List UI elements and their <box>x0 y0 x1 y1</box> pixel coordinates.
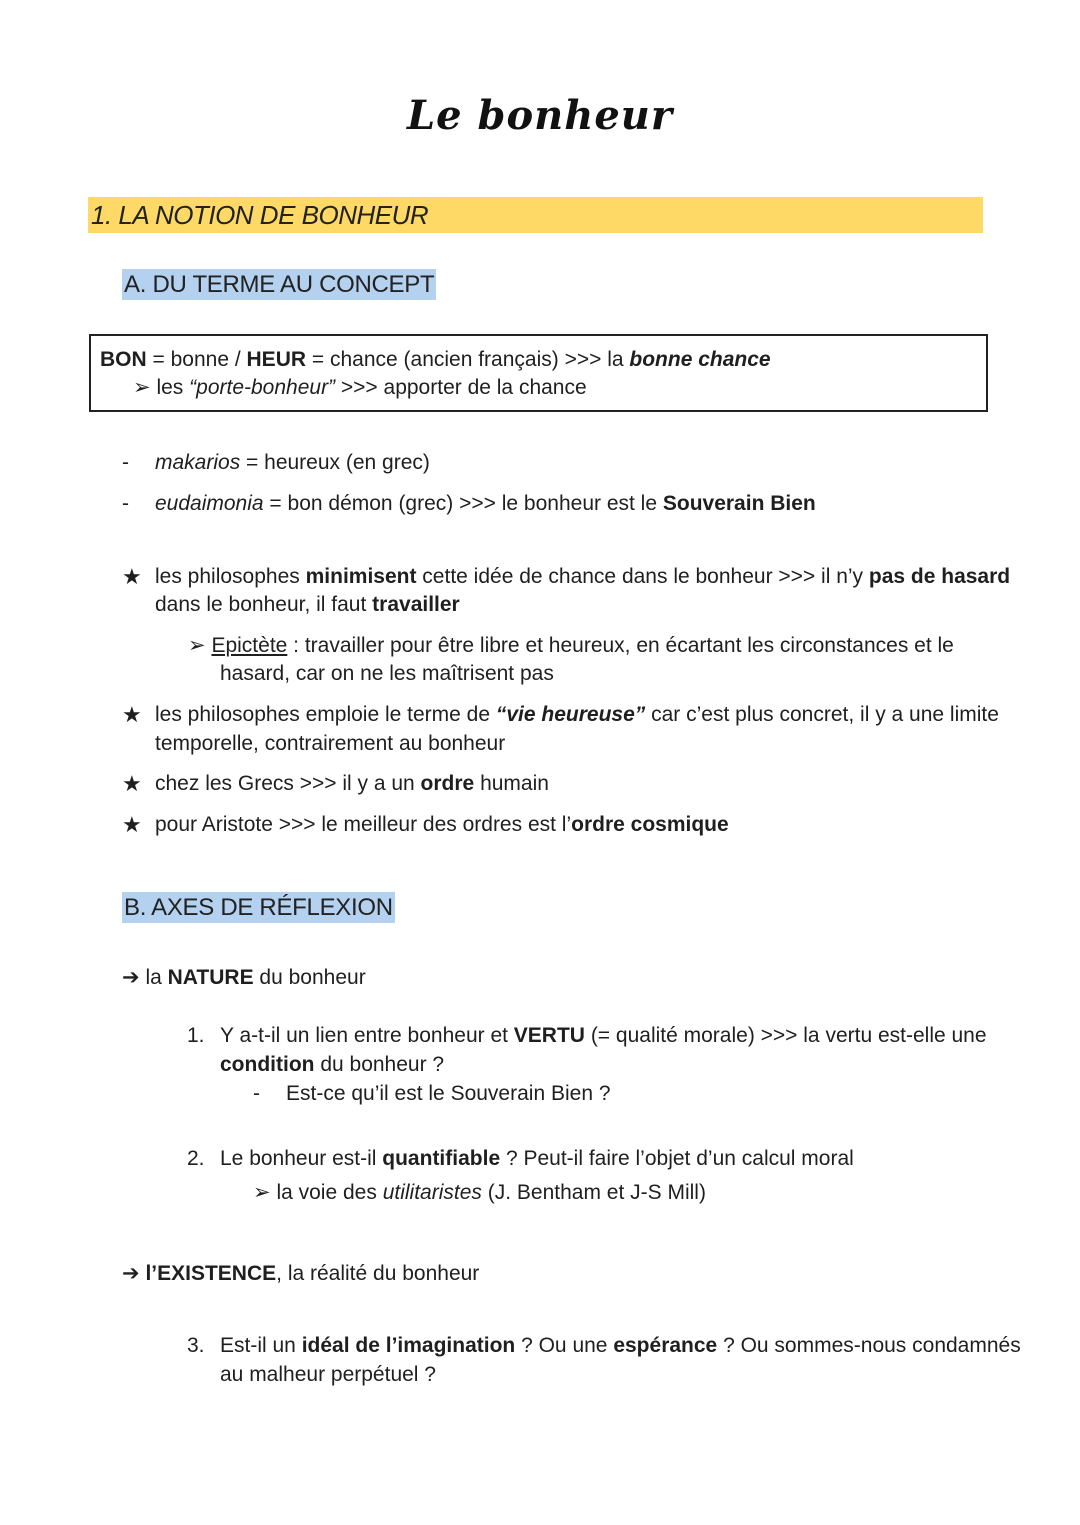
bold-text: pas de hasard <box>868 565 1011 588</box>
epictete-line-2: hasard, car on ne les maîtrisent pas <box>220 662 554 685</box>
arrow-right-icon: ➔ <box>122 966 140 989</box>
etymology-line-1 <box>100 346 771 374</box>
epictete-line-1 <box>188 632 954 660</box>
star-icon: ★ <box>122 564 142 589</box>
bon-term: BON <box>100 348 147 371</box>
text: pour Aristote >>> le meilleur des ordres est l’ <box>155 813 572 836</box>
star-icon: ★ <box>122 812 142 837</box>
text: = bonne / <box>146 348 247 371</box>
star-item-4 <box>155 811 729 839</box>
subheading-b: B. AXES DE RÉFLEXION <box>124 894 393 921</box>
question-2-line-1 <box>220 1145 854 1173</box>
text: les <box>156 376 190 399</box>
star-item-2-line-2: temporelle, contrairement au bonheur <box>155 732 506 755</box>
text: du bonheur <box>253 966 366 989</box>
bold-text: travailler <box>372 593 460 616</box>
star-item-3 <box>155 770 549 798</box>
list-number: 1. <box>187 1024 205 1047</box>
question-3-line-2: au malheur perpétuel ? <box>220 1363 436 1386</box>
text: Le bonheur est-il <box>220 1147 383 1170</box>
list-number: 2. <box>187 1147 205 1170</box>
term: eudaimonia <box>155 492 264 515</box>
text: ? Ou une <box>515 1334 614 1357</box>
text: (J. Bentham et J-S Mill) <box>481 1181 706 1204</box>
bold-text: ordre <box>420 772 475 795</box>
bold-text: espérance <box>613 1334 718 1357</box>
bold-text: quantifiable <box>382 1147 501 1170</box>
bold-text: condition <box>220 1053 315 1076</box>
text: chez les Grecs >>> il y a un <box>155 772 421 795</box>
question-1-line-2 <box>220 1051 444 1079</box>
star-icon: ★ <box>122 771 142 796</box>
list-number: 3. <box>187 1334 205 1357</box>
arrow-icon: ➢ <box>253 1181 271 1204</box>
text: ? Ou sommes-nous condamnés <box>717 1334 1021 1357</box>
page-title: Le bonheur <box>407 92 673 139</box>
arrow-icon: ➢ <box>188 634 206 657</box>
list-item-eudaimonia <box>155 490 816 518</box>
section-heading: 1. LA NOTION DE BONHEUR <box>91 200 429 230</box>
question-3-line-1 <box>220 1332 1021 1360</box>
bold-text: NATURE <box>167 966 254 989</box>
question-1-line-1 <box>220 1022 987 1050</box>
text: ? Peut-il faire l’objet d’un calcul moral <box>500 1147 854 1170</box>
bold-text: minimisent <box>305 565 417 588</box>
nature-line <box>122 964 366 992</box>
star-item-1-line-1 <box>155 563 1010 591</box>
text: = chance (ancien français) >>> la <box>306 348 630 371</box>
bold-text: ordre cosmique <box>571 813 729 836</box>
text: car c’est plus concret, il y a une limite <box>645 703 999 726</box>
text: Y a-t-il un lien entre bonheur et <box>220 1024 514 1047</box>
bold-text: VERTU <box>513 1024 585 1047</box>
porte-bonheur: “porte-bonheur” <box>189 376 336 399</box>
text: la <box>145 966 168 989</box>
heur-term: HEUR <box>246 348 307 371</box>
star-item-2-line-1 <box>155 701 999 729</box>
star-icon: ★ <box>122 702 142 727</box>
star-item-1-line-2 <box>155 591 460 619</box>
subheading-a: A. DU TERME AU CONCEPT <box>124 271 435 298</box>
existence-line <box>122 1260 479 1288</box>
souverain-bien: Souverain Bien <box>662 492 816 515</box>
text: les philosophes <box>155 565 306 588</box>
dash-bullet: - <box>253 1082 260 1105</box>
text: : travailler pour être libre et heureux, en écartant les circonstances et le <box>287 634 954 657</box>
text: dans le bonheur, il faut <box>155 593 373 616</box>
question-2-sub <box>253 1179 706 1207</box>
term: makarios <box>155 451 241 474</box>
bonne-chance: bonne chance <box>629 348 771 371</box>
text: , la réalité du bonheur <box>276 1262 480 1285</box>
text: les philosophes emploie le terme de <box>155 703 496 726</box>
italic-text: utilitaristes <box>382 1181 482 1204</box>
epictete-name: Epictète <box>211 634 288 657</box>
text: = bon démon (grec) >>> le bonheur est le <box>263 492 663 515</box>
text: la voie des <box>276 1181 383 1204</box>
text: du bonheur ? <box>314 1053 445 1076</box>
vie-heureuse: “vie heureuse” <box>495 703 646 726</box>
dash-bullet: - <box>122 492 129 515</box>
bold-text: l’EXISTENCE <box>145 1262 277 1285</box>
arrow-right-icon: ➔ <box>122 1262 140 1285</box>
etymology-box <box>89 334 988 412</box>
text: >>> apporter de la chance <box>335 376 587 399</box>
question-1-sub: Est-ce qu’il est le Souverain Bien ? <box>286 1082 611 1105</box>
text: (= qualité morale) >>> la vertu est-elle une <box>584 1024 987 1047</box>
text: = heureux (en grec) <box>240 451 430 474</box>
text: humain <box>474 772 549 795</box>
dash-bullet: - <box>122 451 129 474</box>
text: cette idée de chance dans le bonheur >>> il n’y <box>416 565 869 588</box>
bold-text: idéal de l’imagination <box>301 1334 516 1357</box>
arrow-icon: ➢ <box>133 376 151 399</box>
list-item-makarios <box>155 449 430 477</box>
etymology-line-2 <box>133 374 587 402</box>
text: Est-il un <box>220 1334 302 1357</box>
